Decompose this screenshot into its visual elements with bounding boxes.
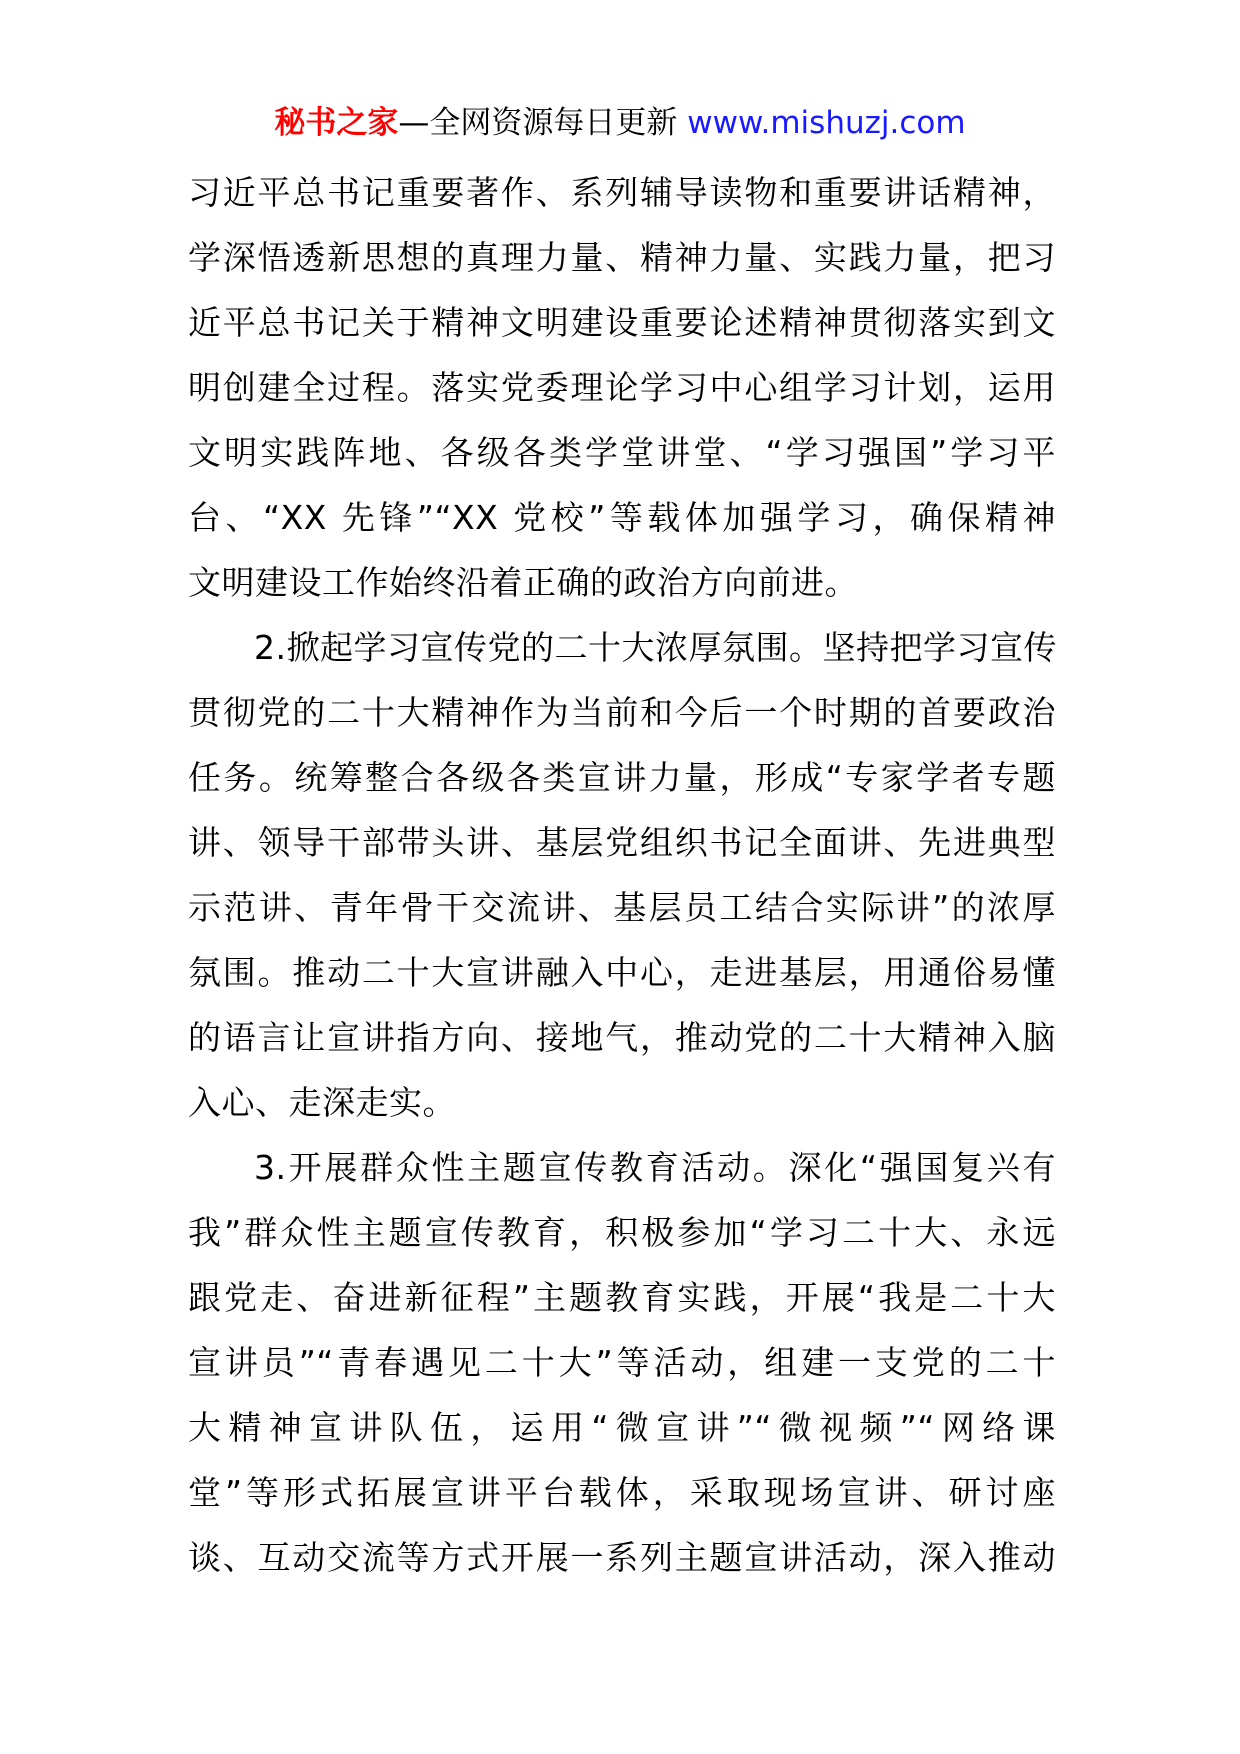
text-line: 大精神宣讲队伍，运用“微宣讲”“微视频”“网络课 xyxy=(188,1408,1056,1447)
site-brand: 秘书之家 xyxy=(274,105,399,141)
site-url-link[interactable]: www.mishuzj.com xyxy=(687,105,966,141)
text-line: 近平总书记关于精神文明建设重要论述精神贯彻落实到文 xyxy=(188,303,1056,342)
paragraph-start-line: 2.掀起学习宣传党的二十大浓厚氛围。坚持把学习宣传 xyxy=(254,628,1057,667)
text-line: 宣讲员”“青春遇见二十大”等活动，组建一支党的二十 xyxy=(188,1343,1056,1382)
paragraph-start-line: 3.开展群众性主题宣传教育活动。深化“强国复兴有 xyxy=(254,1148,1056,1187)
text-line: 任务。统筹整合各级各类宣讲力量，形成“专家学者专题 xyxy=(188,758,1056,797)
text-line: 示范讲、青年骨干交流讲、基层员工结合实际讲”的浓厚 xyxy=(188,888,1056,927)
text-line: 习近平总书记重要著作、系列辅导读物和重要讲话精神， xyxy=(188,173,1056,212)
text-line: 明创建全过程。落实党委理论学习中心组学习计划，运用 xyxy=(188,368,1056,407)
text-line: 讲、领导干部带头讲、基层党组织书记全面讲、先进典型 xyxy=(188,823,1056,862)
text-line: 台、“XX 先锋”“XX 党校”等载体加强学习，确保精神 xyxy=(188,498,1056,537)
text-line: 谈、互动交流等方式开展一系列主题宣讲活动，深入推动 xyxy=(188,1538,1056,1577)
text-line: 堂”等形式拓展宣讲平台载体，采取现场宣讲、研讨座 xyxy=(188,1473,1056,1512)
site-header xyxy=(0,100,1240,146)
text-line: 跟党走、奋进新征程”主题教育实践，开展“我是二十大 xyxy=(188,1278,1056,1317)
paragraph-end-line: 文明建设工作始终沿着正确的政治方向前进。 xyxy=(188,563,858,602)
text-line: 贯彻党的二十大精神作为当前和今后一个时期的首要政治 xyxy=(188,693,1056,732)
document-body xyxy=(188,160,1056,1590)
text-line: 氛围。推动二十大宣讲融入中心，走进基层，用通俗易懂 xyxy=(188,953,1056,992)
paragraph-end-line: 入心、走深走实。 xyxy=(188,1083,456,1122)
site-tagline: —全网资源每日更新 xyxy=(398,105,678,141)
text-line: 我”群众性主题宣传教育，积极参加“学习二十大、永远 xyxy=(188,1213,1056,1252)
text-line: 的语言让宣讲指方向、接地气，推动党的二十大精神入脑 xyxy=(188,1018,1056,1057)
text-line: 文明实践阵地、各级各类学堂讲堂、“学习强国”学习平 xyxy=(188,433,1056,472)
text-line: 学深悟透新思想的真理力量、精神力量、实践力量，把习 xyxy=(188,238,1056,277)
